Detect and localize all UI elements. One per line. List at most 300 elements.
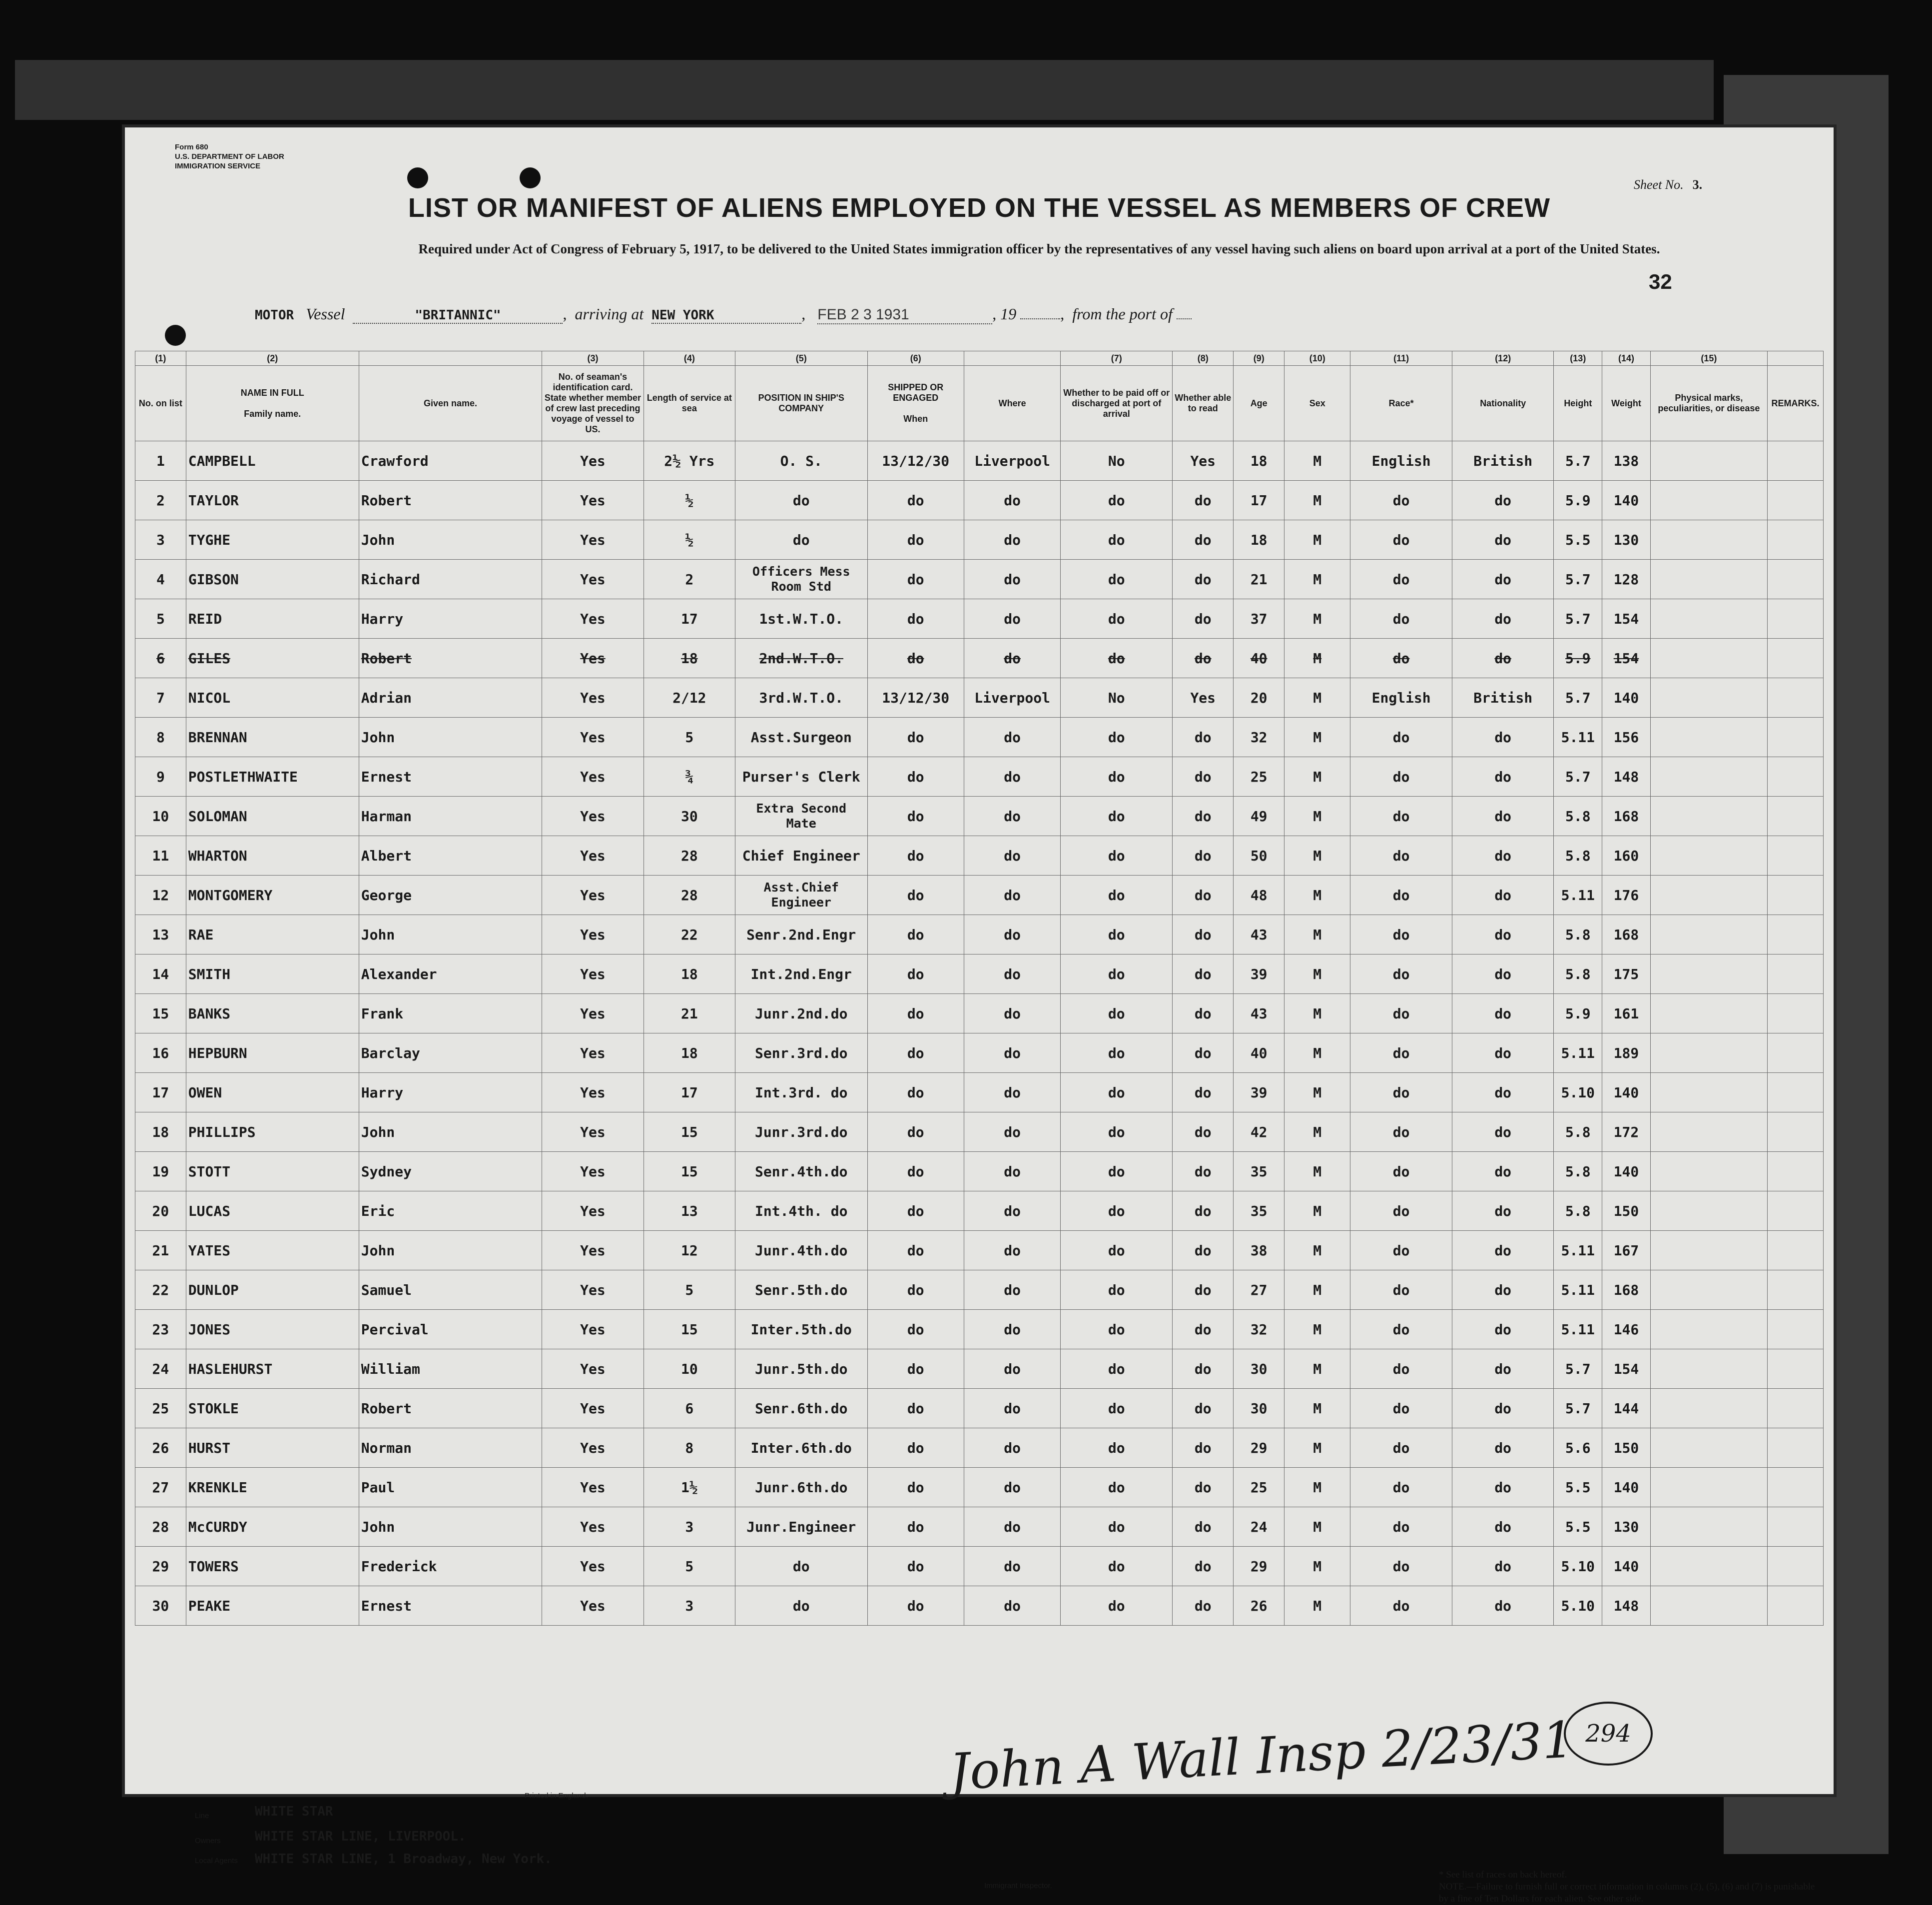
table-cell: do bbox=[1173, 797, 1234, 836]
punch-hole bbox=[165, 325, 186, 346]
table-cell: 140 bbox=[1602, 1468, 1651, 1507]
table-cell: do bbox=[867, 1428, 964, 1468]
table-cell: do bbox=[964, 1073, 1060, 1112]
table-cell: Yes bbox=[542, 1547, 644, 1586]
table-cell: 3 bbox=[135, 520, 186, 560]
table-cell: MONTGOMERY bbox=[186, 876, 359, 915]
table-cell: REID bbox=[186, 599, 359, 639]
table-cell: do bbox=[867, 718, 964, 757]
table-cell: 5.10 bbox=[1554, 1547, 1602, 1586]
table-cell: British bbox=[1452, 678, 1554, 718]
table-cell: 30 bbox=[1234, 1349, 1285, 1389]
table-cell bbox=[1767, 1152, 1823, 1191]
table-cell: M bbox=[1285, 1270, 1350, 1310]
table-cell: do bbox=[1350, 1468, 1452, 1507]
table-cell: 29 bbox=[1234, 1547, 1285, 1586]
table-cell: do bbox=[1061, 1468, 1173, 1507]
table-cell: do bbox=[1061, 560, 1173, 599]
table-cell: do bbox=[1452, 1428, 1554, 1468]
table-cell: John bbox=[359, 1507, 542, 1547]
column-number: (1) bbox=[135, 351, 186, 366]
table-cell: M bbox=[1285, 757, 1350, 797]
column-number: (7) bbox=[1061, 351, 1173, 366]
table-cell: Yes bbox=[542, 1468, 644, 1507]
table-cell: do bbox=[1452, 1468, 1554, 1507]
table-cell: Senr.3rd.do bbox=[735, 1033, 867, 1073]
table-cell: do bbox=[964, 1586, 1060, 1626]
table-cell: do bbox=[867, 1310, 964, 1349]
table-cell: do bbox=[964, 1231, 1060, 1270]
table-cell: do bbox=[1452, 1507, 1554, 1547]
table-cell: John bbox=[359, 520, 542, 560]
table-cell: 150 bbox=[1602, 1191, 1651, 1231]
table-cell: do bbox=[867, 1152, 964, 1191]
table-cell: 25 bbox=[135, 1389, 186, 1428]
table-cell: Int.2nd.Engr bbox=[735, 954, 867, 994]
table-cell: do bbox=[867, 1191, 964, 1231]
table-cell: JONES bbox=[186, 1310, 359, 1349]
table-cell: do bbox=[964, 1152, 1060, 1191]
table-cell bbox=[1650, 1270, 1767, 1310]
table-cell: 6 bbox=[135, 639, 186, 678]
table-cell: do bbox=[964, 1270, 1060, 1310]
table-cell: ½ bbox=[644, 481, 735, 520]
table-cell: do bbox=[1350, 718, 1452, 757]
table-cell: 19 bbox=[135, 1152, 186, 1191]
table-cell: Yes bbox=[542, 994, 644, 1033]
table-cell: 32 bbox=[1234, 1310, 1285, 1349]
table-cell: 20 bbox=[135, 1191, 186, 1231]
table-cell: Robert bbox=[359, 1389, 542, 1428]
column-number: (6) bbox=[867, 351, 964, 366]
table-cell: Yes bbox=[542, 481, 644, 520]
table-cell: 4 bbox=[135, 560, 186, 599]
table-cell: 28 bbox=[644, 876, 735, 915]
table-cell: do bbox=[1452, 718, 1554, 757]
table-cell: Junr.3rd.do bbox=[735, 1112, 867, 1152]
table-cell: do bbox=[867, 994, 964, 1033]
column-header: No. on list bbox=[135, 366, 186, 441]
table-cell: do bbox=[964, 639, 1060, 678]
table-cell: 5.5 bbox=[1554, 1507, 1602, 1547]
table-cell: do bbox=[1061, 1428, 1173, 1468]
table-cell bbox=[1767, 1468, 1823, 1507]
table-cell: do bbox=[1350, 1112, 1452, 1152]
table-cell: Asst.Surgeon bbox=[735, 718, 867, 757]
table-cell: do bbox=[1173, 915, 1234, 954]
table-cell: M bbox=[1285, 599, 1350, 639]
table-cell: M bbox=[1285, 441, 1350, 481]
table-cell bbox=[1650, 678, 1767, 718]
table-cell: do bbox=[867, 1468, 964, 1507]
table-cell: English bbox=[1350, 678, 1452, 718]
table-cell: do bbox=[1350, 481, 1452, 520]
table-cell bbox=[1767, 954, 1823, 994]
table-row bbox=[135, 797, 1824, 836]
table-cell: 5 bbox=[644, 718, 735, 757]
table-cell: TAYLOR bbox=[186, 481, 359, 520]
table-cell: Percival bbox=[359, 1310, 542, 1349]
table-cell: do bbox=[964, 1349, 1060, 1389]
table-cell: do bbox=[1173, 954, 1234, 994]
table-cell bbox=[1767, 797, 1823, 836]
table-cell: do bbox=[1173, 757, 1234, 797]
column-number: (4) bbox=[644, 351, 735, 366]
table-cell: do bbox=[1452, 1349, 1554, 1389]
table-cell: 22 bbox=[135, 1270, 186, 1310]
owners-value: WHITE STAR LINE, LIVERPOOL. bbox=[255, 1829, 466, 1844]
table-cell: do bbox=[1350, 1547, 1452, 1586]
table-cell: 1½ bbox=[644, 1468, 735, 1507]
table-cell: do bbox=[1061, 836, 1173, 876]
table-cell: TOWERS bbox=[186, 1547, 359, 1586]
table-cell: 14 bbox=[135, 954, 186, 994]
table-cell: 40 bbox=[1234, 639, 1285, 678]
table-cell bbox=[1767, 1507, 1823, 1547]
table-cell: Senr.4th.do bbox=[735, 1152, 867, 1191]
table-cell: do bbox=[1061, 1586, 1173, 1626]
table-cell: 5.7 bbox=[1554, 1389, 1602, 1428]
column-header: Height bbox=[1554, 366, 1602, 441]
table-cell: 28 bbox=[135, 1507, 186, 1547]
table-cell bbox=[1650, 1152, 1767, 1191]
table-cell: George bbox=[359, 876, 542, 915]
crew-table bbox=[135, 351, 1834, 1660]
table-cell: 5.8 bbox=[1554, 1152, 1602, 1191]
table-cell: do bbox=[867, 1349, 964, 1389]
table-cell: 15 bbox=[644, 1310, 735, 1349]
table-cell: 13 bbox=[644, 1191, 735, 1231]
table-cell: DUNLOP bbox=[186, 1270, 359, 1310]
table-cell bbox=[1650, 1586, 1767, 1626]
table-cell: do bbox=[1350, 560, 1452, 599]
table-cell: M bbox=[1285, 1586, 1350, 1626]
table-cell: do bbox=[867, 1231, 964, 1270]
table-cell: 150 bbox=[1602, 1428, 1651, 1468]
table-cell: do bbox=[867, 520, 964, 560]
table-cell: 12 bbox=[135, 876, 186, 915]
table-cell: M bbox=[1285, 520, 1350, 560]
table-cell: do bbox=[1173, 876, 1234, 915]
table-cell: NICOL bbox=[186, 678, 359, 718]
table-cell: do bbox=[1173, 1112, 1234, 1152]
table-cell: 1 bbox=[135, 441, 186, 481]
table-cell: do bbox=[1452, 1270, 1554, 1310]
table-cell: Yes bbox=[542, 639, 644, 678]
table-cell: 168 bbox=[1602, 915, 1651, 954]
table-cell bbox=[1767, 560, 1823, 599]
table-cell: 156 bbox=[1602, 718, 1651, 757]
column-header: Whether able to read bbox=[1173, 366, 1234, 441]
table-cell: M bbox=[1285, 560, 1350, 599]
table-cell: 172 bbox=[1602, 1112, 1651, 1152]
table-cell: 130 bbox=[1602, 1507, 1651, 1547]
table-cell: do bbox=[1173, 560, 1234, 599]
table-cell: do bbox=[964, 1507, 1060, 1547]
table-cell: Yes bbox=[542, 560, 644, 599]
table-cell: 20 bbox=[1234, 678, 1285, 718]
table-cell: HASLEHURST bbox=[186, 1349, 359, 1389]
table-cell: 5.9 bbox=[1554, 994, 1602, 1033]
table-cell: M bbox=[1285, 994, 1350, 1033]
table-cell: do bbox=[1173, 836, 1234, 876]
table-row bbox=[135, 1468, 1824, 1507]
table-cell: do bbox=[735, 1586, 867, 1626]
table-cell: 2 bbox=[644, 560, 735, 599]
column-header: Nationality bbox=[1452, 366, 1554, 441]
table-cell: Yes bbox=[1173, 441, 1234, 481]
table-cell: Inter.5th.do bbox=[735, 1310, 867, 1349]
table-cell: ¾ bbox=[644, 757, 735, 797]
manifest-page: Form 680 U.S. DEPARTMENT OF LABOR IMMIGRATION SERVICE Sheet No. 3. LIST OR MANIFEST OF ALIENS EMPLOYED ON THE VESSEL AS MEMBERS OF CREW Required under Act of Congress of February 5, 1917, to be delivered to the United States immigration officer by the representatives of any vessel having such aliens on board upon arrival at a port of the United States. 32 MOTOR Vessel "BRITANNIC" , arriving at NEW YORK , FEB 2 3 1931 , 19 , from the port of (1) (2) (3) (4) (5) (6) (7) (8) (9) (10) (11) (12) (13) (14) (15) No. on list NAME IN FULL Family name. Given name. No. of seaman's identification card. State whether member of crew last preceding voyage of vessel to US. Length of service at sea POSITION IN SHIP'S COMPANY SHIPPED OR ENGAGED When Where Whether to be paid off or discharged at port of arrival Whether able to read Age Sex Race* Nationality Height Weight Physical marks, peculiarities, or disease REMARKS. 1 CAMPBELL Crawford Yes 2½ Yrs O. S. 13/12/30 Liverpool No Yes 18 M English British 5.7 138 2 TAYLOR Robert Yes ½ do do do do do 17 M do do 5.9 140 3 TYGHE John Yes ½ do do do do do 18 M do do 5.5 130 4 GIBSON Richard Yes 2 Officers Mess Room Std do do do do 21 M do do 5.7 128 5 REID Harry Yes 17 1st.W.T.O. do do do do 37 M do do 5.7 154 6 GILES Robert Yes 18 2nd.W.T.O. do do do do 40 M do do 5.9 154 7 NICOL Adrian Yes 2/12 3rd.W.T.O. 13/12/30 Liverpool No Yes 20 M English British 5.7 140 8 BRENNAN John Yes 5 Asst.Surgeon do do do do 32 M do do 5.11 156 9 POSTLETHWAITE Ernest Yes ¾ Purser's Clerk do do do do 25 M do do 5.7 148 10 SOLOMAN Harman Yes 30 Extra Second Mate do do do do 49 M do do 5.8 168 11 WHARTON Albert Yes 28 Chief Engineer do do do do 50 M do do 5.8 160 12 MONTGOMERY George Yes 28 Asst.Chief Engineer do do do do 48 M do do 5.11 176 13 RAE John Yes 22 Senr.2nd.Engr do do do do 43 M do do 5.8 168 14 SMITH Alexander Yes 18 Int.2nd.Engr do do do do 39 M do do 5.8 175 15 BANKS Frank Yes 21 Junr.2nd.do do do do do 43 M do do 5.9 161 16 HEPBURN Barclay Yes 18 Senr.3rd.do do do do do 40 M do do 5.11 189 17 OWEN Harry Yes 17 Int.3rd. do do do do do 39 M do do 5.10 140 18 PHILLIPS John Yes 15 Junr.3rd.do do do do do 42 M do do 5.8 172 19 STOTT Sydney Yes 15 Senr.4th.do do do do do 35 M do do 5.8 140 20 LUCAS Eric Yes 13 Int.4th. do do do do do 35 M do do 5.8 150 21 YATES John Yes 12 Junr.4th.do do do do do 38 M do do 5.11 167 22 DUNLOP Samuel Yes 5 Senr.5th.do do do do do 27 M do do 5.11 168 23 JONES Percival Yes 15 Inter.5th.do do do do do 32 M do do 5.11 146 24 HASLEHURST William Yes 10 Junr.5th.do do do do do 30 M do do 5.7 154 25 STOKLE Robert Yes 6 Senr.6th.do do do do do 30 M do do 5.7 144 26 HURST Norman Yes 8 Inter.6th.do do do do do 29 M do do 5.6 150 27 KRENKLE Paul Yes 1½ Junr.6th.do do do do do 25 M do do 5.5 140 28 McCURDY John Yes 3 Junr.Engineer do do do do 24 M do do 5.5 130 29 TOWERS Frederick Yes 5 do do do do do 29 M do do 5.10 140 30 PEAKE Ernest Yes 3 do do do do do 26 M do do 5.10 148 John A Wall Insp 2/23/31 294 Printed in England. Line WHITE STAR Owners WHITE STAR LINE, LIVERPOOL. Local Agents WHITE STAR LINE, 1 Broadway, New York. Immigrant Inspector. * See list of races on back hereof. NOTE.—Failure to furnish full or correct information in columns (2), (5), (6) and (7) is punishable by a fine of Ten Dollars for each alien. See other side. bbox=[125, 127, 1834, 1794]
table-cell bbox=[1767, 994, 1823, 1033]
table-cell: Junr.6th.do bbox=[735, 1468, 867, 1507]
table-cell: Ernest bbox=[359, 1586, 542, 1626]
column-header: Race* bbox=[1350, 366, 1452, 441]
table-cell: do bbox=[1350, 599, 1452, 639]
table-cell bbox=[1767, 718, 1823, 757]
table-cell: Yes bbox=[542, 1507, 644, 1547]
table-cell: 154 bbox=[1602, 1349, 1651, 1389]
table-cell: Junr.4th.do bbox=[735, 1231, 867, 1270]
table-cell: M bbox=[1285, 1191, 1350, 1231]
table-cell bbox=[1650, 481, 1767, 520]
column-header: Weight bbox=[1602, 366, 1651, 441]
table-cell: Paul bbox=[359, 1468, 542, 1507]
table-cell: 160 bbox=[1602, 836, 1651, 876]
table-cell: 7 bbox=[135, 678, 186, 718]
table-cell: 5 bbox=[644, 1547, 735, 1586]
table-cell: Harman bbox=[359, 797, 542, 836]
table-cell: 130 bbox=[1602, 520, 1651, 560]
table-cell: M bbox=[1285, 1428, 1350, 1468]
table-cell: Liverpool bbox=[964, 678, 1060, 718]
table-cell: 21 bbox=[644, 994, 735, 1033]
column-number: (8) bbox=[1173, 351, 1234, 366]
table-cell: do bbox=[1350, 994, 1452, 1033]
table-cell: Alexander bbox=[359, 954, 542, 994]
table-cell: do bbox=[1350, 915, 1452, 954]
table-cell bbox=[1767, 520, 1823, 560]
table-cell: Senr.5th.do bbox=[735, 1270, 867, 1310]
table-cell: M bbox=[1285, 1389, 1350, 1428]
table-cell bbox=[1650, 757, 1767, 797]
table-cell: 3rd.W.T.O. bbox=[735, 678, 867, 718]
table-cell: Robert bbox=[359, 481, 542, 520]
table-cell: 17 bbox=[1234, 481, 1285, 520]
table-cell bbox=[1767, 915, 1823, 954]
table-cell: 13/12/30 bbox=[867, 678, 964, 718]
punch-hole bbox=[407, 167, 428, 188]
table-cell: do bbox=[867, 954, 964, 994]
table-cell: Yes bbox=[542, 836, 644, 876]
table-cell: 16 bbox=[135, 1033, 186, 1073]
table-cell: GILES bbox=[186, 639, 359, 678]
table-cell: RAE bbox=[186, 915, 359, 954]
table-cell: 5 bbox=[135, 599, 186, 639]
table-cell: do bbox=[1061, 1349, 1173, 1389]
column-header: Whether to be paid off or discharged at port of arrival bbox=[1061, 366, 1173, 441]
table-cell: do bbox=[1350, 520, 1452, 560]
table-cell: 21 bbox=[1234, 560, 1285, 599]
table-cell: BANKS bbox=[186, 994, 359, 1033]
table-row bbox=[135, 718, 1824, 757]
table-cell: 146 bbox=[1602, 1310, 1651, 1349]
table-cell: do bbox=[1452, 797, 1554, 836]
column-header: Length of service at sea bbox=[644, 366, 735, 441]
table-cell: Barclay bbox=[359, 1033, 542, 1073]
table-cell: SOLOMAN bbox=[186, 797, 359, 836]
table-cell: ½ bbox=[644, 520, 735, 560]
table-cell: do bbox=[1452, 954, 1554, 994]
table-row bbox=[135, 1191, 1824, 1231]
table-cell: do bbox=[964, 718, 1060, 757]
table-cell: M bbox=[1285, 1073, 1350, 1112]
table-cell: STOTT bbox=[186, 1152, 359, 1191]
table-cell bbox=[1767, 757, 1823, 797]
table-cell: do bbox=[1173, 718, 1234, 757]
table-cell: Senr.6th.do bbox=[735, 1389, 867, 1428]
table-cell: do bbox=[964, 915, 1060, 954]
table-cell: do bbox=[964, 757, 1060, 797]
table-cell: 144 bbox=[1602, 1389, 1651, 1428]
table-cell: LUCAS bbox=[186, 1191, 359, 1231]
table-row bbox=[135, 915, 1824, 954]
table-cell: 8 bbox=[644, 1428, 735, 1468]
table-cell: 2 bbox=[135, 481, 186, 520]
table-row bbox=[135, 1073, 1824, 1112]
table-cell: do bbox=[1452, 1112, 1554, 1152]
table-cell bbox=[1767, 1073, 1823, 1112]
table-cell bbox=[1650, 1349, 1767, 1389]
table-cell: 18 bbox=[644, 1033, 735, 1073]
table-row bbox=[135, 1152, 1824, 1191]
table-cell: Harry bbox=[359, 599, 542, 639]
column-number: (13) bbox=[1554, 351, 1602, 366]
vessel-name: "BRITANNIC" bbox=[353, 308, 563, 324]
table-cell: 35 bbox=[1234, 1152, 1285, 1191]
table-cell: 43 bbox=[1234, 994, 1285, 1033]
table-cell: do bbox=[964, 520, 1060, 560]
table-cell bbox=[1767, 1231, 1823, 1270]
table-cell: do bbox=[1452, 560, 1554, 599]
table-cell: Yes bbox=[542, 1073, 644, 1112]
table-cell: do bbox=[1061, 1073, 1173, 1112]
table-cell: M bbox=[1285, 639, 1350, 678]
table-cell bbox=[1767, 1270, 1823, 1310]
column-header: REMARKS. bbox=[1767, 366, 1823, 441]
table-cell: 167 bbox=[1602, 1231, 1651, 1270]
table-cell: OWEN bbox=[186, 1073, 359, 1112]
table-cell: 5.5 bbox=[1554, 520, 1602, 560]
table-cell: 138 bbox=[1602, 441, 1651, 481]
table-cell: Eric bbox=[359, 1191, 542, 1231]
table-cell: 161 bbox=[1602, 994, 1651, 1033]
table-row bbox=[135, 599, 1824, 639]
table-cell bbox=[1650, 954, 1767, 994]
table-cell: do bbox=[1350, 639, 1452, 678]
table-cell: Extra Second Mate bbox=[735, 797, 867, 836]
table-cell: Int.4th. do bbox=[735, 1191, 867, 1231]
table-row bbox=[135, 836, 1824, 876]
table-cell: YATES bbox=[186, 1231, 359, 1270]
table-cell: do bbox=[867, 1389, 964, 1428]
table-cell: do bbox=[867, 1547, 964, 1586]
table-cell bbox=[1767, 1349, 1823, 1389]
table-cell: 25 bbox=[1234, 757, 1285, 797]
table-cell: Yes bbox=[542, 1033, 644, 1073]
table-cell bbox=[1767, 1112, 1823, 1152]
column-number: (2) bbox=[186, 351, 359, 366]
table-row bbox=[135, 1428, 1824, 1468]
table-row bbox=[135, 994, 1824, 1033]
table-cell: Yes bbox=[542, 1349, 644, 1389]
table-cell: 5.11 bbox=[1554, 1033, 1602, 1073]
table-cell: KRENKLE bbox=[186, 1468, 359, 1507]
table-cell: do bbox=[1173, 1033, 1234, 1073]
table-cell: Chief Engineer bbox=[735, 836, 867, 876]
table-cell: do bbox=[1350, 1152, 1452, 1191]
table-cell: do bbox=[1061, 797, 1173, 836]
table-cell: Yes bbox=[542, 1310, 644, 1349]
table-cell: do bbox=[1350, 1586, 1452, 1626]
table-cell: do bbox=[1173, 599, 1234, 639]
table-cell: do bbox=[1061, 1033, 1173, 1073]
table-cell: 175 bbox=[1602, 954, 1651, 994]
table-row bbox=[135, 481, 1824, 520]
table-cell: do bbox=[1452, 994, 1554, 1033]
table-cell bbox=[1650, 1310, 1767, 1349]
table-cell: 8 bbox=[135, 718, 186, 757]
table-cell: do bbox=[964, 876, 1060, 915]
table-cell: McCURDY bbox=[186, 1507, 359, 1547]
table-cell: do bbox=[867, 560, 964, 599]
table-row bbox=[135, 1033, 1824, 1073]
table-cell bbox=[1767, 1033, 1823, 1073]
table-cell bbox=[1650, 599, 1767, 639]
table-header bbox=[135, 351, 1824, 441]
table-cell: 23 bbox=[135, 1310, 186, 1349]
table-cell: do bbox=[735, 520, 867, 560]
table-cell: 6 bbox=[644, 1389, 735, 1428]
table-cell: do bbox=[964, 797, 1060, 836]
table-cell: do bbox=[1350, 836, 1452, 876]
table-cell: 168 bbox=[1602, 797, 1651, 836]
table-cell: BRENNAN bbox=[186, 718, 359, 757]
table-cell: 9 bbox=[135, 757, 186, 797]
table-cell bbox=[1767, 481, 1823, 520]
column-header: POSITION IN SHIP'S COMPANY bbox=[735, 366, 867, 441]
column-number: (10) bbox=[1285, 351, 1350, 366]
table-cell: 5.7 bbox=[1554, 1349, 1602, 1389]
table-cell: do bbox=[867, 1073, 964, 1112]
table-cell: do bbox=[867, 876, 964, 915]
table-cell: do bbox=[1061, 718, 1173, 757]
table-cell: 176 bbox=[1602, 876, 1651, 915]
table-cell: Yes bbox=[542, 1152, 644, 1191]
table-cell: GIBSON bbox=[186, 560, 359, 599]
table-cell: 25 bbox=[1234, 1468, 1285, 1507]
table-cell: 5.8 bbox=[1554, 1191, 1602, 1231]
table-cell: M bbox=[1285, 797, 1350, 836]
table-cell: do bbox=[735, 1547, 867, 1586]
table-cell: do bbox=[867, 797, 964, 836]
table-cell: Yes bbox=[542, 797, 644, 836]
table-cell: HURST bbox=[186, 1428, 359, 1468]
table-cell: Yes bbox=[1173, 678, 1234, 718]
column-number: (11) bbox=[1350, 351, 1452, 366]
punch-hole bbox=[520, 167, 541, 188]
